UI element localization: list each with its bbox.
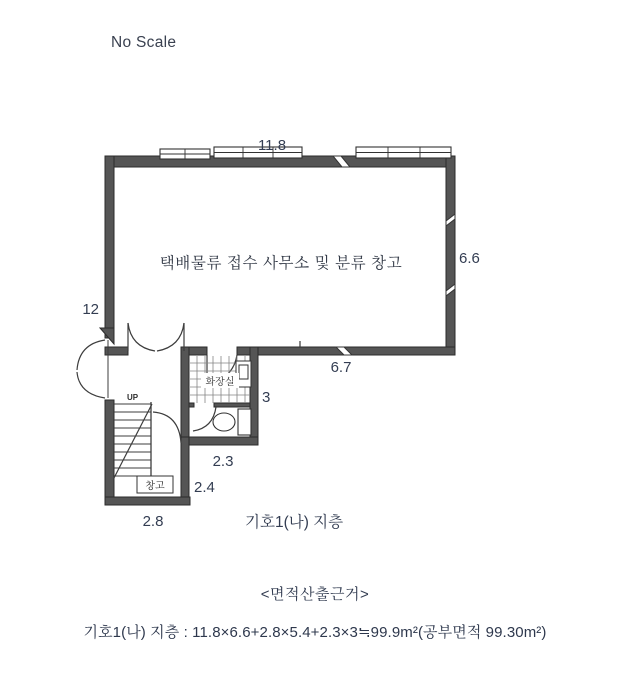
dim-lower-height: 2.4 [194, 479, 215, 496]
toilet-bowl [213, 413, 235, 431]
dim-bottom: 2.8 [142, 513, 164, 530]
dim-top: 11.8 [257, 137, 287, 154]
wall-toilet-bottom [181, 437, 258, 445]
area-calc-formula: 기호1(나) 지층 : 11.8×6.6+2.8×5.4+2.3×3≒99.9m²(공부면적 99.30m²) [83, 624, 547, 641]
area-calc-title: <면적산출근거> [260, 586, 370, 603]
wall-lower-vertical [181, 437, 189, 505]
plan-caption: 기호1(나) 지층 [245, 514, 344, 531]
storage-label: 창고 [145, 481, 165, 492]
dim-left: 12 [82, 301, 99, 318]
storage-door-arc [153, 412, 181, 443]
wall-wc-divider-stub [189, 403, 194, 407]
wall-left-lower [105, 400, 114, 505]
wall-corner-bracket [100, 328, 114, 344]
stair-up-label: UP [127, 393, 139, 402]
dim-inner-bottom: 6.7 [330, 359, 352, 376]
wall-right [446, 156, 455, 355]
main-room-label: 택배물류 접수 사무소 및 분류 창고 [159, 255, 403, 272]
toilet-label: 화장실 [205, 377, 235, 388]
dim-toilet-height: 3 [262, 389, 271, 406]
toilet-tank [238, 409, 251, 435]
exterior-door-arc-upper [77, 340, 105, 370]
toilet-fixture [213, 409, 251, 435]
dim-toilet-width: 2.3 [212, 453, 234, 470]
wall-left-upper [105, 156, 114, 338]
wall-wc-divider [214, 403, 250, 407]
wall-bottom [105, 497, 190, 505]
wall-hall-toilet-divider [181, 347, 189, 445]
main-double-door-arc-left [128, 323, 155, 351]
walls [100, 156, 455, 505]
stair-break-line [114, 404, 152, 478]
dim-right: 6.6 [459, 250, 480, 267]
exterior-door-arc-lower [77, 372, 105, 398]
wall-main-south [250, 347, 455, 355]
main-double-door-arc-right [157, 323, 184, 351]
scale-note: No Scale [111, 34, 177, 51]
dimension-labels [82, 137, 480, 530]
wc-door-arc [193, 407, 216, 431]
